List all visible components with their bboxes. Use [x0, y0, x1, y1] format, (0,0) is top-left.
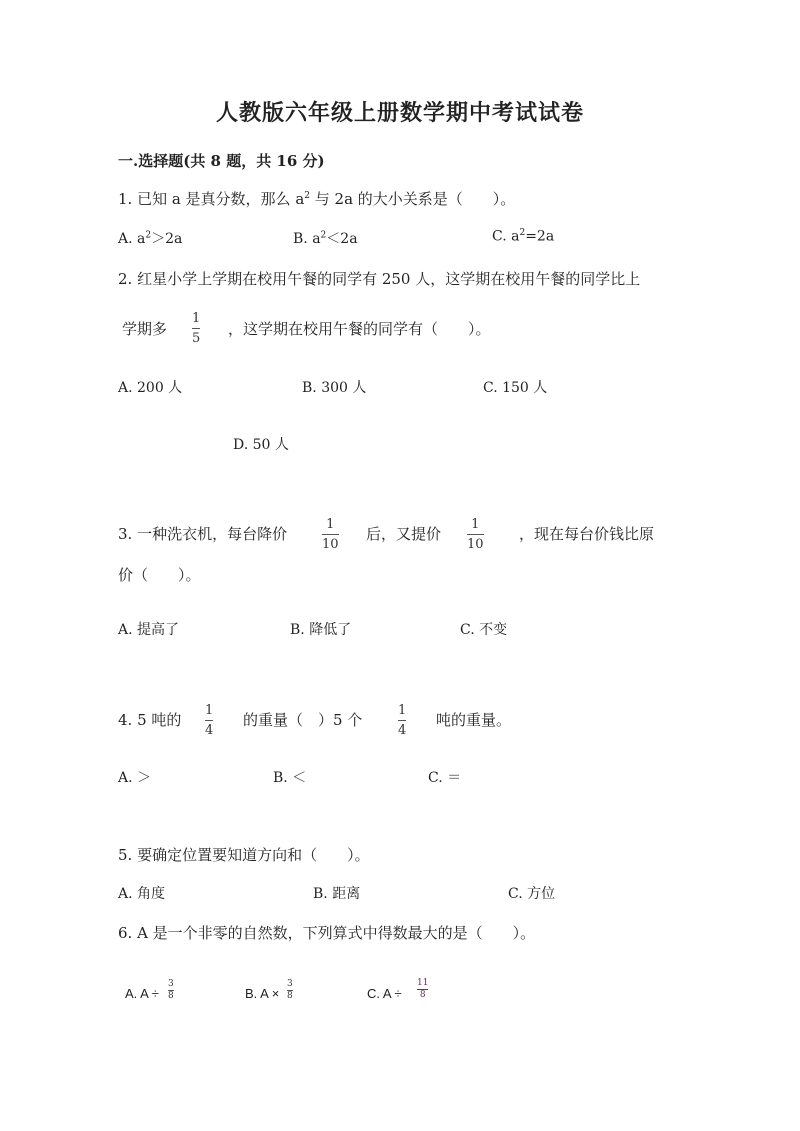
q1-option-b[interactable]: [293, 228, 358, 248]
q1-text-pre: 1. 已知 a 是真分数，那么 a: [118, 190, 305, 208]
q6-option-a-numerator: 3: [168, 979, 174, 989]
question-3-part-3: ，现在每台价钱比原: [519, 525, 655, 543]
q1-option-a-post: ＞2a: [151, 231, 183, 247]
q1-option-a[interactable]: [118, 228, 182, 248]
q3-fraction-1-denominator: 10: [322, 537, 339, 552]
q2-option-c[interactable]: C. 150 人: [483, 380, 548, 396]
q2-fraction-numerator: 1: [192, 311, 201, 326]
q2-option-b[interactable]: B. 300 人: [302, 380, 367, 396]
q6-option-a-denominator: 8: [168, 991, 174, 1001]
q6-option-c-fraction: [417, 979, 428, 1000]
q6-option-c-numerator: 11: [417, 978, 429, 988]
question-2-line-2-pre: 学期多: [122, 320, 168, 338]
q1-text-mid: 与 2a 的大小关系是（ ）。: [310, 190, 516, 208]
question-4-part-1: 4. 5 吨的: [118, 711, 182, 729]
q2-option-d[interactable]: D. 50 人: [233, 437, 289, 453]
q1-option-c[interactable]: [492, 228, 554, 245]
q3-fraction-1-numerator: 1: [326, 517, 335, 532]
q6-option-a[interactable]: A. A ÷: [125, 986, 159, 1001]
q4-fraction-1: [205, 704, 213, 737]
q3-fraction-2-denominator: 10: [467, 537, 484, 552]
q3-fraction-1: [322, 518, 339, 551]
q3-option-c[interactable]: C. 不变: [460, 622, 508, 638]
q2-fraction-bar: [192, 328, 200, 329]
q1-option-c-post: =2a: [525, 228, 555, 245]
question-3-part-2: 后，又提价: [366, 525, 442, 543]
q1-option-b-sup: 2: [320, 230, 327, 241]
q3-option-b[interactable]: B. 降低了: [290, 622, 352, 638]
q1-option-a-sup: 2: [145, 230, 152, 241]
q5-option-c[interactable]: C. 方位: [508, 886, 556, 902]
q6-option-b-numerator: 3: [287, 979, 293, 989]
question-2-line-2-post: ，这学期在校用午餐的同学有（ ）。: [228, 320, 491, 338]
q5-option-b[interactable]: B. 距离: [313, 886, 361, 902]
q2-option-a[interactable]: A. 200 人: [118, 380, 183, 396]
q4-fraction-2-numerator: 1: [398, 703, 407, 718]
q1-option-c-label: C. a: [492, 228, 520, 245]
question-2-line-1: 2. 红星小学上学期在校用午餐的同学有 250 人，这学期在校用午餐的同学比上: [118, 270, 641, 288]
q2-fraction: [192, 312, 200, 345]
q4-option-b[interactable]: B. ＜: [273, 770, 307, 786]
q6-option-b-fraction: [287, 980, 293, 1001]
question-4-part-3: 吨的重量。: [436, 711, 512, 729]
q6-option-c[interactable]: C. A ÷: [367, 986, 402, 1001]
q1-option-a-label: A. a: [118, 231, 146, 247]
q4-option-a[interactable]: A. ＞: [118, 770, 152, 786]
q1-option-b-post: ＜2a: [326, 231, 358, 247]
question-4-part-2: 的重量（ ）5 个: [243, 711, 363, 729]
question-3-part-1: 3. 一种洗衣机，每台降价: [118, 525, 288, 543]
q6-option-c-denominator: 8: [419, 990, 426, 1000]
q6-option-a-fraction: [168, 980, 174, 1001]
q1-sup: 2: [304, 191, 311, 201]
q3-fraction-1-bar: [322, 534, 339, 535]
question-6: 6. A 是一个非零的自然数，下列算式中得数最大的是（ ）。: [118, 924, 536, 942]
q3-fraction-2-numerator: 1: [471, 517, 480, 532]
q4-fraction-1-numerator: 1: [205, 703, 214, 718]
q3-option-a[interactable]: A. 提高了: [118, 622, 180, 638]
question-3-line-2: 价（ ）。: [118, 566, 201, 584]
question-1: [118, 188, 515, 209]
section-heading: 一.选择题(共 8 题，共 16 分): [118, 152, 325, 170]
question-5: 5. 要确定位置要知道方向和（ ）。: [118, 846, 370, 864]
q6-option-b-denominator: 8: [287, 991, 293, 1001]
q4-fraction-2-denominator: 4: [398, 723, 407, 738]
q4-fraction-2: [398, 704, 406, 737]
q4-fraction-2-bar: [398, 720, 406, 721]
q6-option-b[interactable]: B. A ×: [245, 986, 280, 1001]
page-title: 人教版六年级上册数学期中考试试卷: [215, 100, 584, 126]
q4-fraction-1-bar: [205, 720, 213, 721]
q3-fraction-2-bar: [467, 534, 484, 535]
q3-fraction-2: [467, 518, 484, 551]
q1-option-c-sup: 2: [519, 228, 526, 238]
q2-fraction-denominator: 5: [192, 331, 201, 346]
q5-option-a[interactable]: A. 角度: [118, 886, 166, 902]
q4-fraction-1-denominator: 4: [205, 723, 214, 738]
q4-option-c[interactable]: C. ＝: [428, 770, 462, 786]
q1-option-b-label: B. a: [293, 231, 321, 247]
